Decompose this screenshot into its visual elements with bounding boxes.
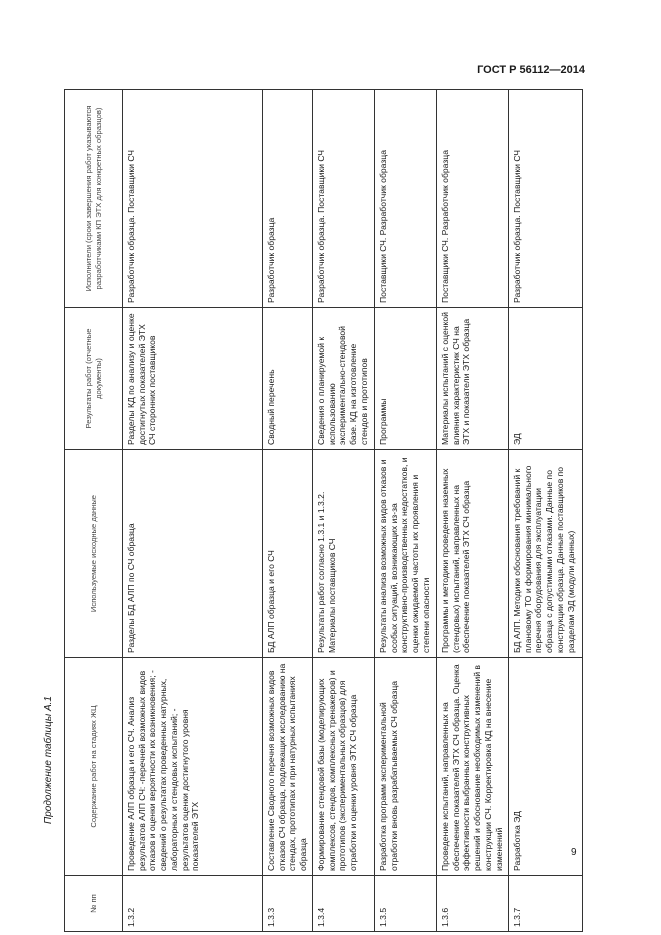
row-number: 1.3.6 — [437, 876, 509, 932]
row-content: Разработка ЭД — [509, 658, 583, 876]
row-content: Проведение АЛП образца и его СЧ. Анализ результатов АЛП СЧ: -перечней возможных видов отказов и оценки вероятности их возникновения; - сведений о результатах проведенных натурных, лабораторных и стендовых испытаний; - результатов оценки достигнутого уровня показателей ЭТХ — [123, 658, 263, 876]
table-row — [437, 90, 509, 932]
row-number: 1.3.5 — [375, 876, 437, 932]
table-header-row — [65, 90, 123, 932]
row-input: Результаты работ согласно 1.3.1 и 1.3.2. Материалы поставщиков СЧ — [313, 450, 375, 658]
row-number: 1.3.2 — [123, 876, 263, 932]
col-header-performer: Исполнители (сроки завершения работ указываются разработчиками КП ЭТХ для конкретных образцов) — [65, 90, 123, 308]
row-input: БД АЛП. Методики обоснования требований к плановому ТО и формирования минимального перечня оборудования для эксплуатации образца с допустимыми отказами. Данные по конструкции образца. Данные поставщиков по разделам ЭД (модули данных) — [509, 450, 583, 658]
row-result: Сводный перечень — [263, 308, 313, 450]
row-performer: Поставщики СЧ. Разработчик образца — [375, 90, 437, 308]
row-number: 1.3.3 — [263, 876, 313, 932]
row-input: Разделы БД АЛП по СЧ образца — [123, 450, 263, 658]
row-result: Программы — [375, 308, 437, 450]
row-result: ЭД — [509, 308, 583, 450]
row-result: Сведения о планируемой к использованию экспериментально-стендовой базе. КД на изготовление стендов и прототипов — [313, 308, 375, 450]
table-row — [375, 90, 437, 932]
col-header-number: № пп — [65, 876, 123, 932]
row-content: Формирование стендовой базы (моделирующих комплексов, стендов, комплексных тренажеров) и прототипов (экспериментальных образцов) для отработки и оценки уровня ЭТХ СЧ образца — [313, 658, 375, 876]
standard-header: ГОСТ Р 56112—2014 — [477, 64, 585, 76]
row-performer: Разработчик образца — [263, 90, 313, 308]
row-input: Результаты анализа возможных видов отказов и особых ситуаций, возникающих из-за конструктивно-производственных недостатков, и оценки ожидаемой частоты их проявления и степени опасности — [375, 450, 437, 658]
row-performer: Разработчик образца. Поставщики СЧ — [123, 90, 263, 308]
table-caption: Продолжение таблицы А.1 — [43, 696, 54, 824]
page-number: 9 — [571, 847, 577, 858]
works-table — [64, 89, 583, 932]
row-performer: Разработчик образца. Поставщики СЧ — [313, 90, 375, 308]
table-row — [263, 90, 313, 932]
table-row — [509, 90, 583, 932]
col-header-input: Используемые исходные данные — [65, 450, 123, 658]
row-performer: Разработчик образца. Поставщики СЧ — [509, 90, 583, 308]
row-content: Разработка программ экспериментальной отработки вновь разрабатываемых СЧ образца — [375, 658, 437, 876]
row-content: Проведение испытаний, направленных на обеспечение показателей ЭТХ СЧ образца. Оценка эффективности выбранных конструктивных решений и обоснование необходимых изменений в конструкции СЧ. Корректировка КД на внесение изменений — [437, 658, 509, 876]
col-header-content: Содержание работ на стадиях ЖЦ — [65, 658, 123, 876]
row-input: Программы и методики проведения наземных (стендовых) испытаний, направленных на обеспечение показателей ЭТХ СЧ образца — [437, 450, 509, 658]
table-rotated-container — [64, 90, 582, 932]
row-result: Разделы КД по анализу и оценке достигнутых показателей ЭТХ СЧ сторонних поставщиков — [123, 308, 263, 450]
row-result: Материалы испытаний с оценкой влияния характеристик СЧ на ЭТХ и показатели ЭТХ образца — [437, 308, 509, 450]
row-performer: Поставщики СЧ. Разработчик образца — [437, 90, 509, 308]
row-number: 1.3.7 — [509, 876, 583, 932]
row-input: БД АЛП образца и его СЧ — [263, 450, 313, 658]
table-row — [123, 90, 263, 932]
table-row — [313, 90, 375, 932]
row-number: 1.3.4 — [313, 876, 375, 932]
col-header-result: Результаты работ (отчетные документы) — [65, 308, 123, 450]
row-content: Составление Сводного перечня возможных видов отказов СЧ образца, подлежащих исследованию на стендах, прототипах и при натурных испытаниях образца — [263, 658, 313, 876]
